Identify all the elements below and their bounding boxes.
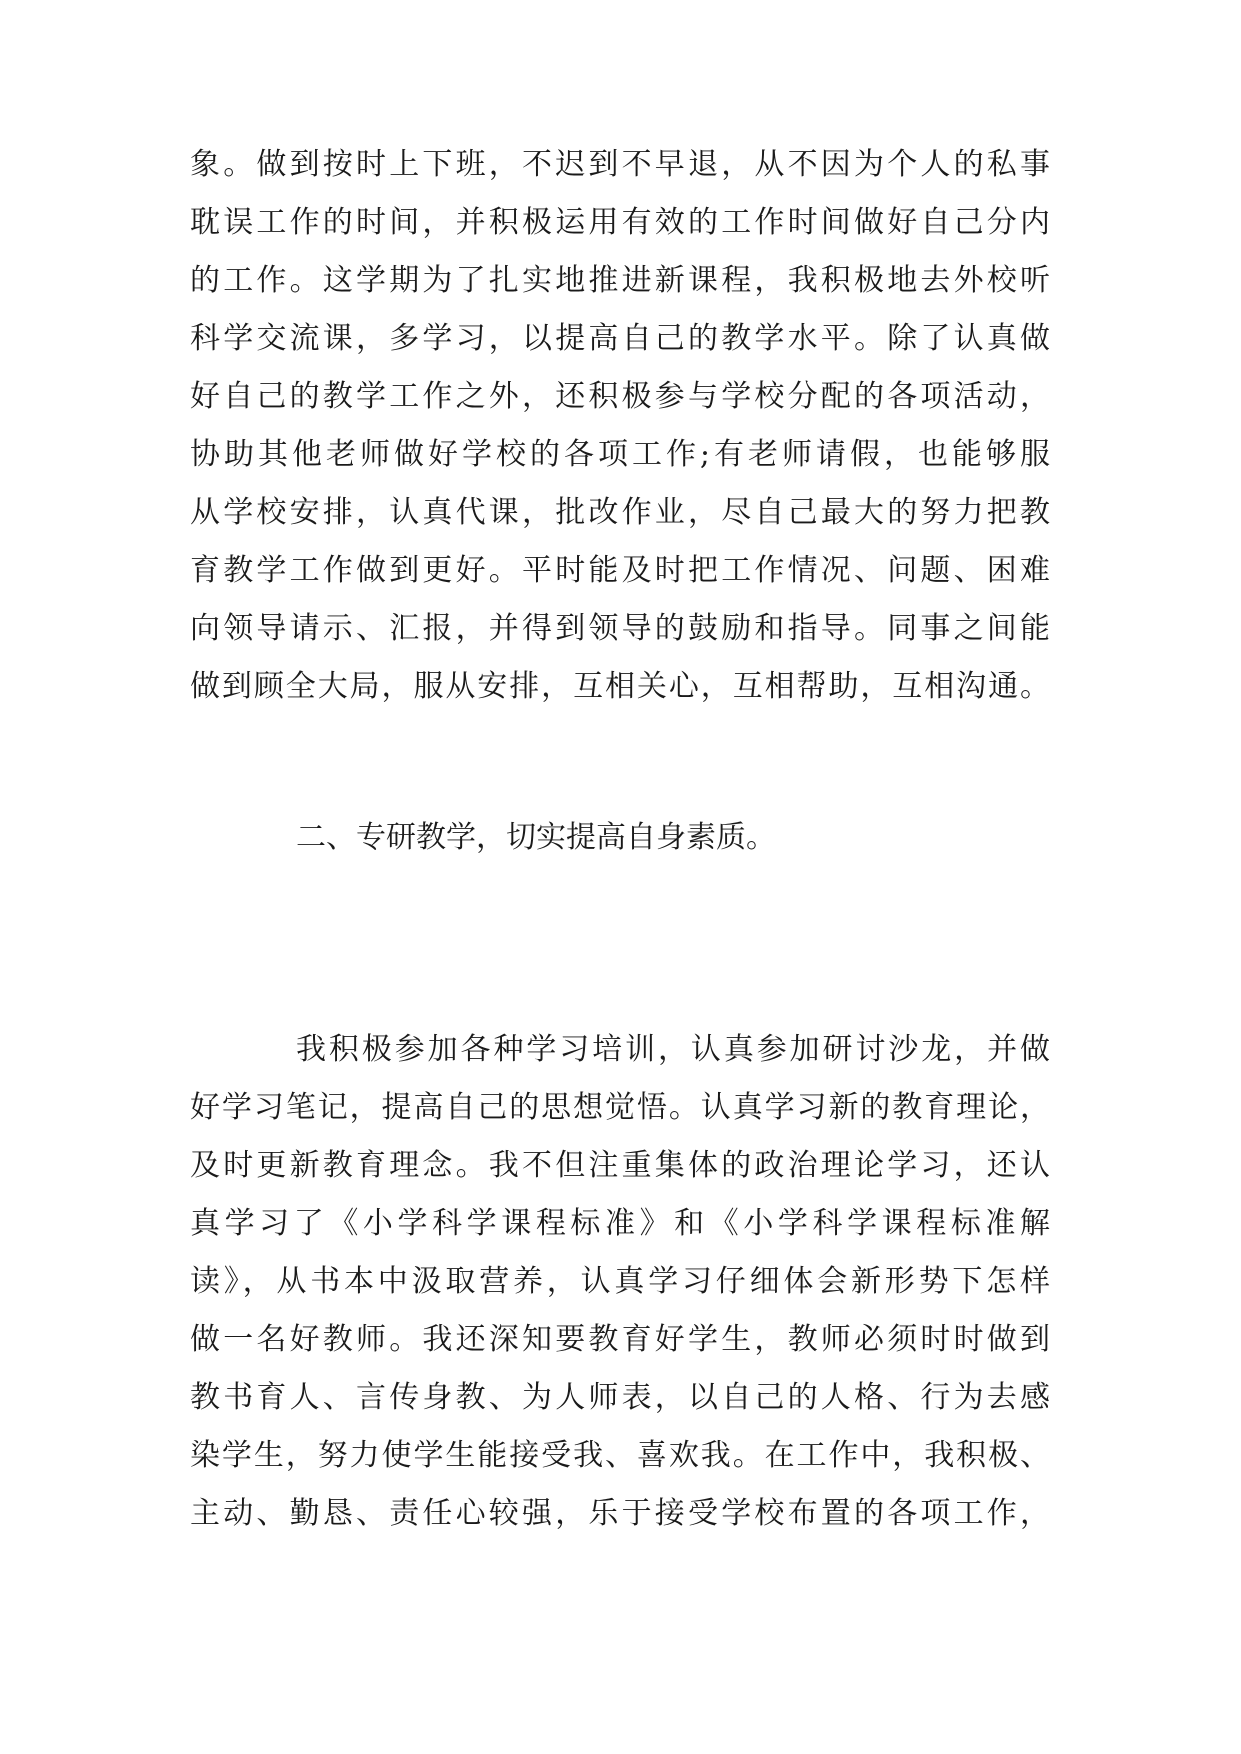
paragraph-line: 象。做到按时上下班，不迟到不早退，从不因为个人的私事: [190, 147, 1050, 182]
paragraph-line: 真学习了《小学科学课程标准》和《小学科学课程标准解: [190, 1206, 1050, 1241]
paragraph-line: 好自己的教学工作之外，还积极参与学校分配的各项活动，: [190, 379, 1050, 414]
paragraph-line: 教书育人、言传身教、为人师表，以自己的人格、行为去感: [190, 1380, 1050, 1415]
paragraph-line: 做一名好教师。我还深知要教育好学生，教师必须时时做到: [190, 1322, 1050, 1357]
paragraph-line: 向领导请示、汇报，并得到领导的鼓励和指导。同事之间能: [190, 611, 1050, 646]
paragraph-line: 协助其他老师做好学校的各项工作;有老师请假，也能够服: [190, 437, 1050, 472]
paragraph-line: 耽误工作的时间，并积极运用有效的工作时间做好自己分内: [190, 205, 1050, 240]
paragraph-line: 做到顾全大局，服从安排，互相关心，互相帮助，互相沟通。: [190, 669, 1050, 704]
paragraph-line: 从学校安排，认真代课，批改作业，尽自己最大的努力把教: [190, 495, 1050, 530]
paragraph-line: 科学交流课，多学习，以提高自己的教学水平。除了认真做: [190, 321, 1050, 356]
paragraph-line: 主动、勤恳、责任心较强，乐于接受学校布置的各项工作，: [190, 1496, 1050, 1531]
paragraph-line: 染学生，努力使学生能接受我、喜欢我。在工作中，我积极、: [190, 1438, 1050, 1473]
paragraph-line: 育教学工作做到更好。平时能及时把工作情况、问题、困难: [190, 553, 1050, 588]
paragraph-line: 我积极参加各种学习培训，认真参加研讨沙龙，并做: [296, 1032, 1050, 1067]
section-heading: 二、专研教学，切实提高自身素质。: [296, 820, 776, 855]
paragraph-line: 的工作。这学期为了扎实地推进新课程，我积极地去外校听: [190, 263, 1050, 298]
paragraph-line: 读》，从书本中汲取营养，认真学习仔细体会新形势下怎样: [190, 1264, 1050, 1299]
paragraph-line: 及时更新教育理念。我不但注重集体的政治理论学习，还认: [190, 1148, 1050, 1183]
paragraph-line: 好学习笔记，提高自己的思想觉悟。认真学习新的教育理论，: [190, 1090, 1050, 1125]
